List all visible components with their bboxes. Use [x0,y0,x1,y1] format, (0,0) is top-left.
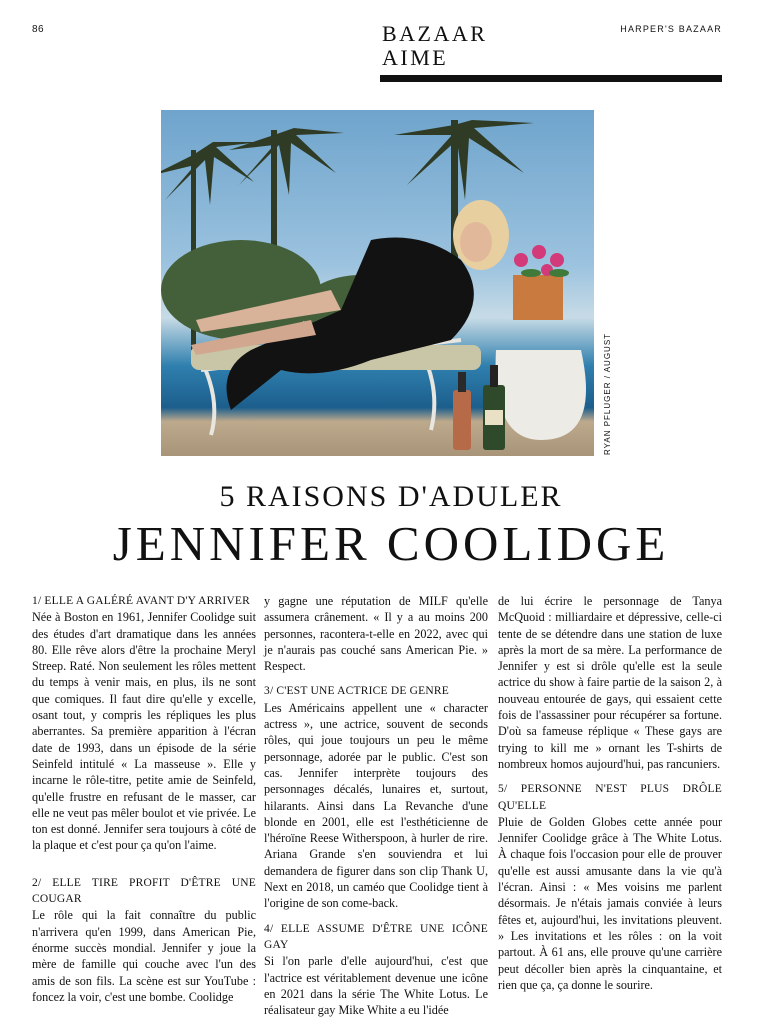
photo-credit: RYAN PFLUGER / AUGUST [603,332,612,455]
section-2 [32,875,256,1005]
section-body: Si l'on parle d'elle aujourd'hui, c'est que l'actrice est véritablement devenue une icône en 2021 dans la série The White Lotus. Le réalisateur gay Mike White a eu l'idée [264,954,488,1018]
rubric-line-1: BAZAAR [382,21,488,46]
page-number: 86 [32,24,45,35]
article-column-1 [32,593,256,1014]
masthead: HARPER'S BAZAAR [620,24,722,34]
section-title: 4/ ELLE ASSUME D'ÊTRE UNE ICÔNE GAY [264,922,488,951]
section-body: Le rôle qui la fait connaître du public n'arrivera qu'en 1999, dans American Pie, énorme succès mondial. Jennifer y joue la mère de famille qui couche avec l'un des amis de son fils. La scène est sur YouTube : foncez la voir, c'est une bombe. Coolidge [32,908,256,1004]
section-body: Née à Boston en 1961, Jennifer Coolidge suit des études d'art dramatique dans les années 80. Elle rêve alors d'être la prochaine Meryl Streep. Raté. Non seulement les rôles mettent du temps à venir mais, en plus, ils ne sont que comiques. Il faut dire qu'elle y excelle, osant tout, y compris les répliques les plus aberrantes. Sa première apparition à l'écran date de 1993, dans un épisode de la série Seinfeld intitulé « La masseuse ». Elle y incarne le rôle-titre, petite amie de Seinfeld, qu'elle frustre en refusant de le masser, car elle ne veut pas mêler boulot et vie privée. Le ton est donné. Jennifer sera toujours à côté de la plaque et c'est pour ça qu'on l'aime. [32,610,256,853]
article-column-3 [498,593,722,1002]
section-body: Les Américains appellent une « character actress », une actrice, souvent de seconds rôles, qui joue toujours un peu le même personnage, adorée par le public. C'est son cas. Jennifer interprète toujours des personnages décalés, lunaires et, surtout, hilarants. Ainsi dans La Revanche d'une blonde en 2001, elle est l'esthéticienne de l'héroïne Reese Witherspoon, à hurler de rire. Ariana Grande s'en souviendra et lui demandera de figurer dans son clip Thank U, Next en 2018, un caméo que Coolidge tient à l'origine de son come-back. [264,700,488,911]
section-4 [264,921,488,1019]
rubric-bar [380,75,722,82]
section-5 [498,781,722,993]
section-1 [32,593,256,854]
rubric-line-2: AIME [382,45,449,70]
section-title: 3/ C'EST UNE ACTRICE DE GENRE [264,685,449,698]
column-continuation: de lui écrire le personnage de Tanya McQuoid : milliardaire et dépressive, celle-ci tente de se détendre dans une station de luxe après la mort de sa mère. La performance de Jennifer y est si drôle qu'elle est la seule actrice du show à faire partie de la saison 2, à nouveau entourée de gays, qui essaient cette fois de l'assassiner pour récupérer sa fortune. D'où sa fameuse réplique « These gays are trying to kill me » ornant les T-shirts de nombreux homos aujourd'hui, pas rancuniers. [498,594,722,771]
headline-line-2: JENNIFER COOLIDGE [112,516,670,571]
article-column-2 [264,593,488,1027]
section-title: 2/ ELLE TIRE PROFIT D'ÊTRE UNE COUGAR [32,876,256,906]
section-3 [264,683,488,911]
headline-line-1: 5 RAISONS D'ADULER [219,480,563,513]
column-continuation: y gagne une réputation de MILF qu'elle assumera crânement. « Il y a au moins 200 personnes, racontera-t-elle en 2022, avec qui je n'aurais pas couché sans American Pie. » Respect. [264,594,488,674]
rubric-title [382,22,487,70]
feature-photo [161,110,594,456]
section-title: 5/ PERSONNE N'EST PLUS DRÔLE QU'ELLE [498,783,722,812]
section-title: 1/ ELLE A GALÉRÉ AVANT D'Y ARRIVER [32,595,251,607]
section-body: Pluie de Golden Globes cette année pour Jennifer Coolidge grâce à The White Lotus. À chaque fois l'occasion pour elle de prouver qu'elle est aussi amusante dans la vie qu'à l'écran. Ainsi : « Mes voisins me parlent désormais. Je n'étais jamais conviée à leurs fêtes et, aujourd'hui, les invitations pleuvent. » Les invitations et les rôles : on la voit partout. À 61 ans, elle prouve qu'une carrière peut décoller bien après la cinquantaine, et rien que ça, ça donne le sourire. [498,814,722,992]
